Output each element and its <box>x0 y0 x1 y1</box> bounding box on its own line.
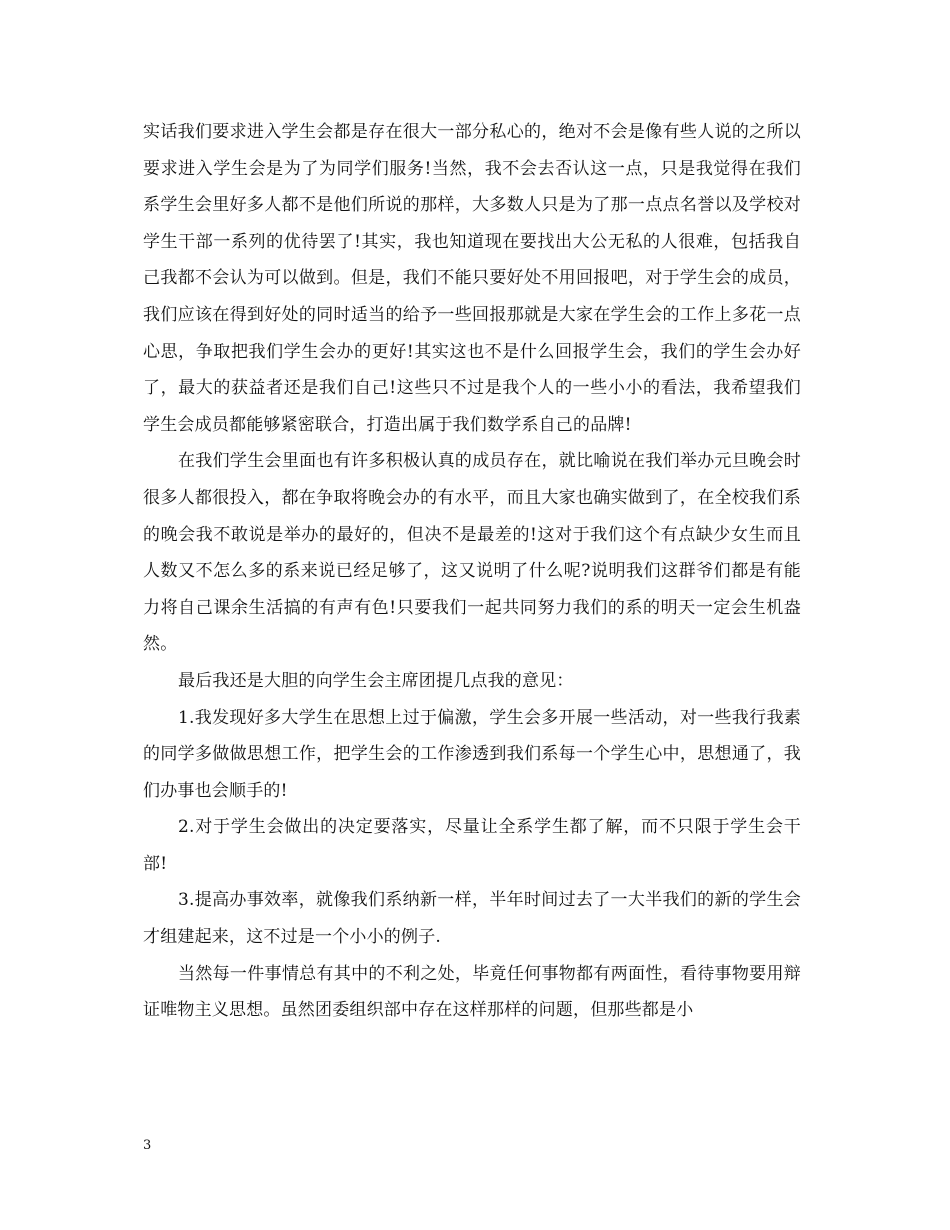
page-number: 3 <box>143 1138 152 1153</box>
list-item-1: 1.我发现好多大学生在思想上过于偏激，学生会多开展一些活动，对一些我行我素的同学多做做思想工作，把学生会的工作渗透到我们系每一个学生心中，思想通了，我们办事也会顺手的! <box>143 707 801 801</box>
body-text <box>143 114 801 1029</box>
paragraph-1: 实话我们要求进入学生会都是存在很大一部分私心的，绝对不会是像有些人说的之所以要求进入学生会是为了为同学们服务!当然，我不会去否认这一点，只是我觉得在我们系学生会里好多人都不是他们所说的那样，大多数人只是为了那一点点名誉以及学校对学生干部一系列的优待罢了!其实，我也知道现在要找出大公无私的人很难，包括我自己我都不会认为可以做到。但是，我们不能只要好处不用回报吧，对于学生会的成员，我们应该在得到好处的同时适当的给予一些回报那就是大家在学生会的工作上多花一点心思，争取把我们学生会办的更好!其实这也不是什么回报学生会，我们的学生会办好了，最大的获益者还是我们自己!这些只不过是我个人的一些小小的看法，我希望我们学生会成员都能够紧密联合，打造出属于我们数学系自己的品牌! <box>143 122 801 435</box>
list-item-2: 2.对于学生会做出的决定要落实，尽量让全系学生都了解，而不只限于学生会干部! <box>143 817 801 874</box>
list-item-3: 3.提高办事效率，就像我们系纳新一样，半年时间过去了一大半我们的新的学生会才组建起来，这不过是一个小小的例子. <box>143 890 801 948</box>
paragraph-3: 最后我还是大胆的向学生会主席团提几点我的意见： <box>178 670 574 691</box>
paragraph-4: 当然每一件事情总有其中的不利之处，毕竟任何事物都有两面性，看待事物要用辩证唯物主义思想。虽然团委组织部中存在这样那样的问题，但那些都是小 <box>143 963 801 1021</box>
paragraph-2: 在我们学生会里面也有许多积极认真的成员存在，就比喻说在我们举办元旦晚会时很多人都很投入，都在争取将晚会办的有水平，而且大家也确实做到了，在全校我们系的晚会我不敢说是举办的最好的，但决不是最差的!这对于我们这个有点缺少女生而且人数又不怎么多的系来说已经足够了，这又说明了什么呢?说明我们这群爷们都是有能力将自己课余生活搞的有声有色!只要我们一起共同努力我们的系的明天一定会生机盎然。 <box>143 451 801 655</box>
